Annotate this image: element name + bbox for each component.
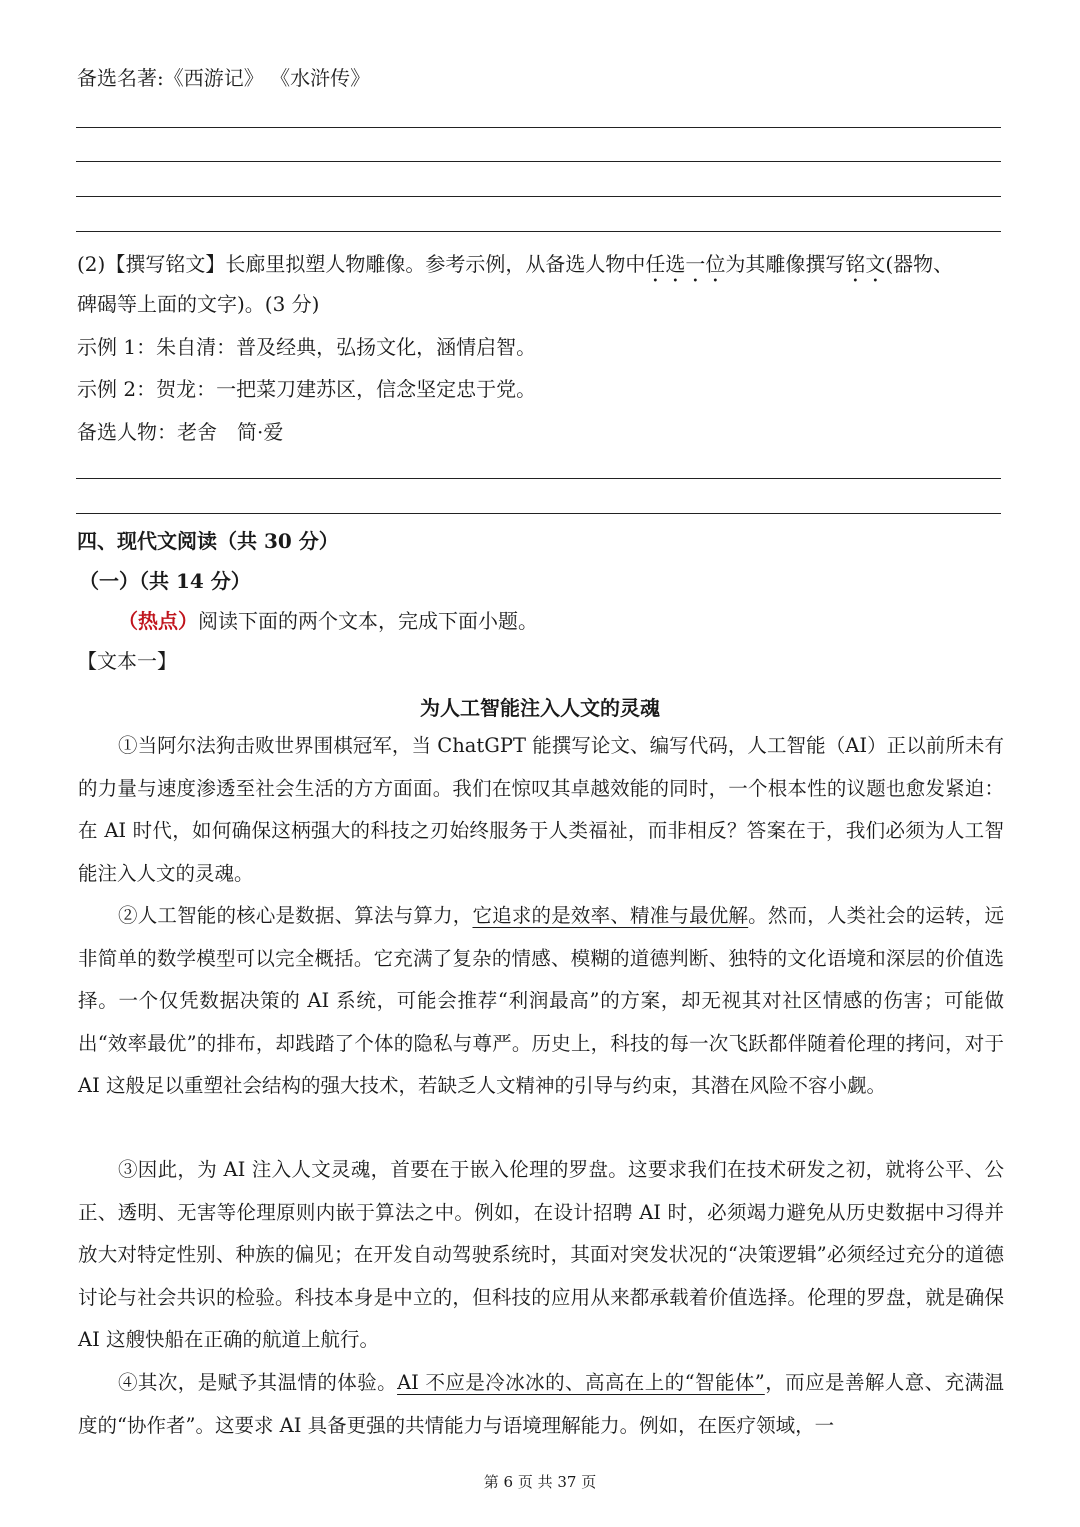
question-2-text: (器物、	[885, 252, 954, 276]
paragraph-text: ④其次，是赋予其温情的体验。	[118, 1371, 398, 1394]
example-1: 示例 1：朱自清：普及经典，弘扬文化，涵情启智。	[77, 335, 537, 359]
paragraph-text: ，而应是善解人意、充满温度的“协作者”。这要求 AI 具备更强的共情能力与语境理解能力。例如，在医疗领域，一	[78, 1371, 1004, 1437]
candidate-people: 备选人物：老舍 简·爱	[77, 420, 284, 444]
answer-line	[76, 231, 1001, 232]
paragraph-text: ②人工智能的核心是数据、算法与算力，	[118, 904, 473, 927]
question-2	[77, 252, 953, 287]
text-label: 【文本一】	[77, 649, 177, 673]
question-2-text: 为其雕像撰写	[725, 252, 846, 276]
sub-heading: （一）（共 14 分）	[79, 569, 251, 593]
underlined-sentence: 它追求的是效率、精准与最优解	[472, 904, 749, 927]
reading-instruction	[118, 611, 538, 631]
answer-line	[76, 196, 1001, 197]
instruction-text: 阅读下面的两个文本，完成下面小题。	[198, 609, 538, 633]
paragraph-1: ①当阿尔法狗击败世界围棋冠军，当 ChatGPT 能撰写论文、编写代码，人工智能（AI）正以前所未有的力量与速度渗透至社会生活的方方面面。我们在惊叹其卓越效能的同时，一个根本性的议题也愈发紧迫：在 AI 时代，如何确保这柄强大的科技之刃始终服务于人类福祉，而非相反？答案在于，我们必须为人工智能注入人文的灵魂。	[78, 734, 1004, 885]
example-2: 示例 2：贺龙：一把菜刀建苏区，信念坚定忠于党。	[77, 377, 537, 401]
page-number: 第 6 页 共 37 页	[483, 1473, 597, 1491]
section-heading: 四、现代文阅读（共 30 分）	[77, 529, 339, 553]
question-2-line2: 碑碣等上面的文字)。(3 分)	[77, 292, 320, 316]
question-2-label: (2)【撰写铭文】	[77, 252, 226, 276]
hot-tag: （热点）	[118, 609, 198, 633]
question-2-text: 长廊里拟塑人物雕像。参考示例，从备选人物中	[225, 252, 646, 276]
answer-line	[76, 478, 1001, 479]
candidate-books: 备选名著:《西游记》 《水浒传》	[77, 66, 371, 90]
emphasis-dots: 铭文	[845, 252, 886, 276]
paragraph-2	[78, 895, 1004, 1108]
paragraph-text: 。然而，人类社会的运转，远非简单的数学模型可以完全概括。它充满了复杂的情感、模糊的道德判断、独特的文化语境和深层的价值选择。一个仅凭数据决策的 AI 系统，可能会推荐“利润最高”的方案，却无视其对社区情感的伤害；可能做出“效率最优”的排布，却践踏了个体的隐私与尊严。历史上，科技的每一次飞跃都伴随着伦理的拷问，对于 AI 这般足以重塑社会结构的强大技术，若缺乏人文精神的引导与约束，其潜在风险不容小觑。	[78, 904, 1004, 1098]
paragraph-4	[78, 1362, 1004, 1447]
answer-line	[76, 161, 1001, 162]
article-title: 为人工智能注入人文的灵魂	[420, 696, 660, 720]
underlined-sentence: AI 不应是冷冰冰的、高高在上的“智能体”	[397, 1371, 765, 1394]
answer-line	[76, 513, 1001, 514]
paragraph-3: ③因此，为 AI 注入人文灵魂，首要在于嵌入伦理的罗盘。这要求我们在技术研发之初，就将公平、公正、透明、无害等伦理原则内嵌于算法之中。例如，在设计招聘 AI 时，必须竭力避免从历史数据中习得并放大对特定性别、种族的偏见；在开发自动驾驶系统时，其面对突发状况的“决策逻辑”必须经过充分的道德讨论与社会共识的检验。科技本身是中立的，但科技的应用从来都承载着价值选择。伦理的罗盘，就是确保 AI 这艘快船在正确的航道上航行。	[78, 1158, 1004, 1352]
emphasis-dots: 任选一位	[645, 252, 726, 276]
answer-line	[76, 127, 1001, 128]
